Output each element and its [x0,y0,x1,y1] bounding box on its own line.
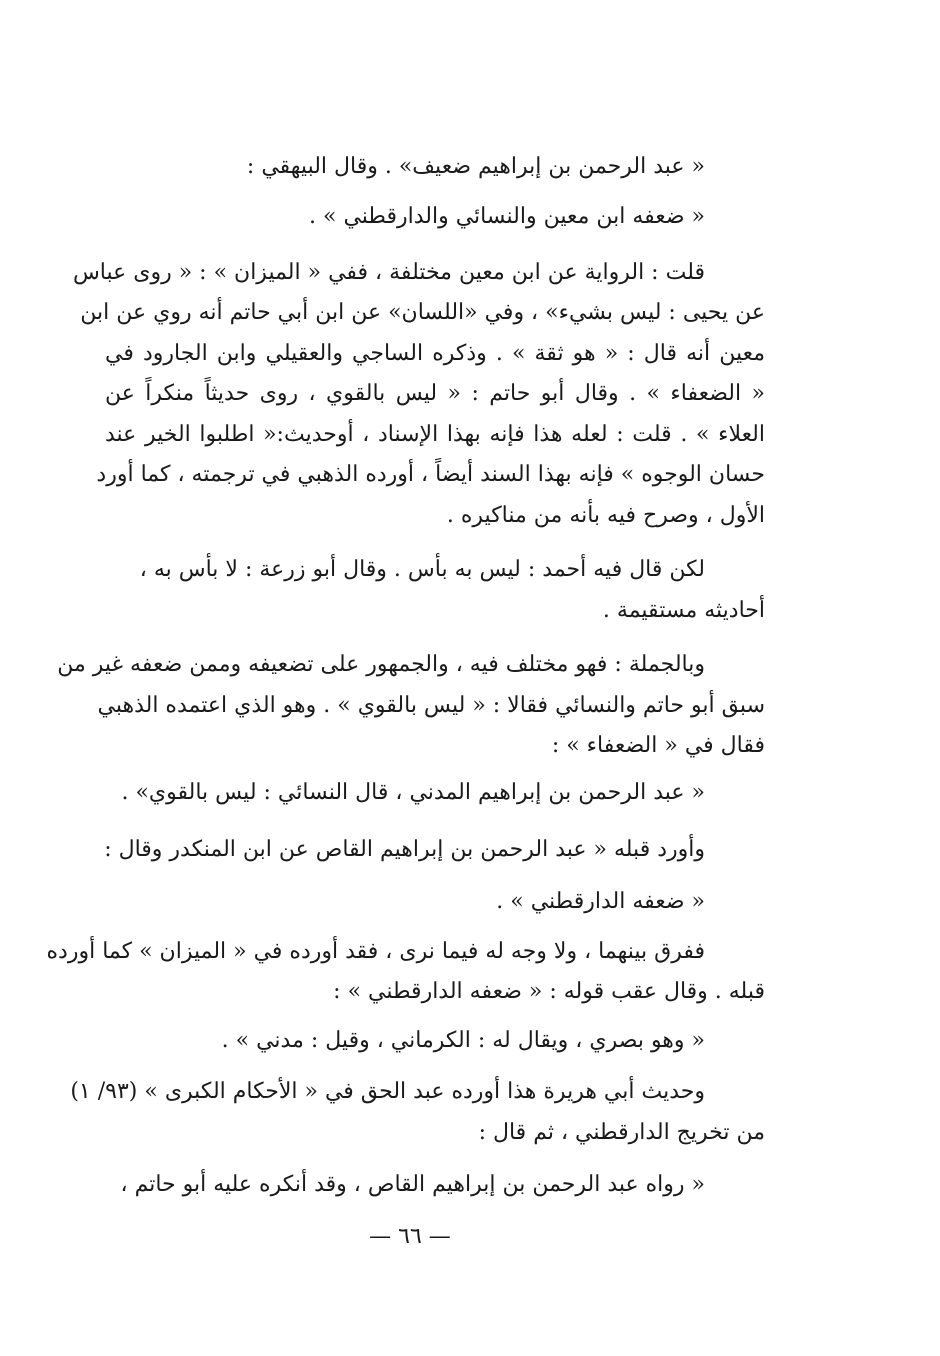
text-line-4: عن يحيى : ليس بشيء» ، وفي «اللسان» عن ابن أبي حاتم أنه روي عن ابن [80,300,765,325]
text-line-23: « رواه عبد الرحمن بن إبراهيم القاص ، وقد أنكره عليه أبو حاتم ، [120,1172,705,1197]
text-line-6: « الضعفاء » . وقال أبو حاتم : « ليس بالقوي ، روى حديثاً منكراً عن [105,381,765,406]
text-line-20: « وهو بصري ، ويقال له : الكرماني ، وقيل : مدني » . [221,1028,705,1053]
text-line-21: وحديث أبي هريرة هذا أورده عبد الحق في « الأحكام الكبرى » (٩٣/ ١) [70,1079,705,1104]
page-number: — ٦٦ — [369,1224,451,1249]
text-line-5: معين أنه قال : « هو ثقة » . وذكره الساجي والعقيلي وابن الجارود في [105,341,765,366]
text-line-11: أحاديثه مستقيمة . [602,598,765,623]
text-line-7: العلاء » . قلت : لعله هذا فإنه بهذا الإسناد ، أوحديث:« اطلبوا الخير عند [105,422,765,447]
text-line-12: وبالجملة : فهو مختلف فيه ، والجمهور على تضعيفه وممن ضعفه غير من [57,652,705,677]
text-line-8: حسان الوجوه » فإنه بهذا السند أيضاً ، أورده الذهبي في ترجمته ، كما أورد [96,462,765,487]
text-line-19: قبله . وقال عقب قوله : « ضعفه الدارقطني » : [333,979,765,1004]
text-line-14: فقال في « الضعفاء » : [551,733,765,758]
text-line-3: قلت : الرواية عن ابن معين مختلفة ، ففي « الميزان » : « روى عباس [72,260,705,285]
text-line-16: وأورد قبله « عبد الرحمن بن إبراهيم القاص عن ابن المنكدر وقال : [104,837,705,862]
text-line-18: ففرق بينهما ، ولا وجه له فيما نرى ، فقد أورده في « الميزان » كما أورده [46,939,705,964]
text-line-15: « عبد الرحمن بن إبراهيم المدني ، قال النسائي : ليس بالقوي» . [121,780,705,805]
text-line-10: لكن قال فيه أحمد : ليس به بأس . وقال أبو زرعة : لا بأس به ، [139,557,705,582]
text-line-1: « عبد الرحمن بن إبراهيم ضعيف» . وقال البيهقي : [246,154,705,179]
text-line-13: سبق أبو حاتم والنسائي فقالا : « ليس بالقوي » . وهو الذي اعتمده الذهبي [97,693,765,718]
text-line-17: « ضعفه الدارقطني » . [496,889,705,914]
text-line-2: « ضعفه ابن معين والنسائي والدارقطني » . [309,204,705,229]
text-line-9: الأول ، وصرح فيه بأنه من مناكيره . [446,503,765,528]
text-line-22: من تخريج الدارقطني ، ثم قال : [478,1120,765,1145]
